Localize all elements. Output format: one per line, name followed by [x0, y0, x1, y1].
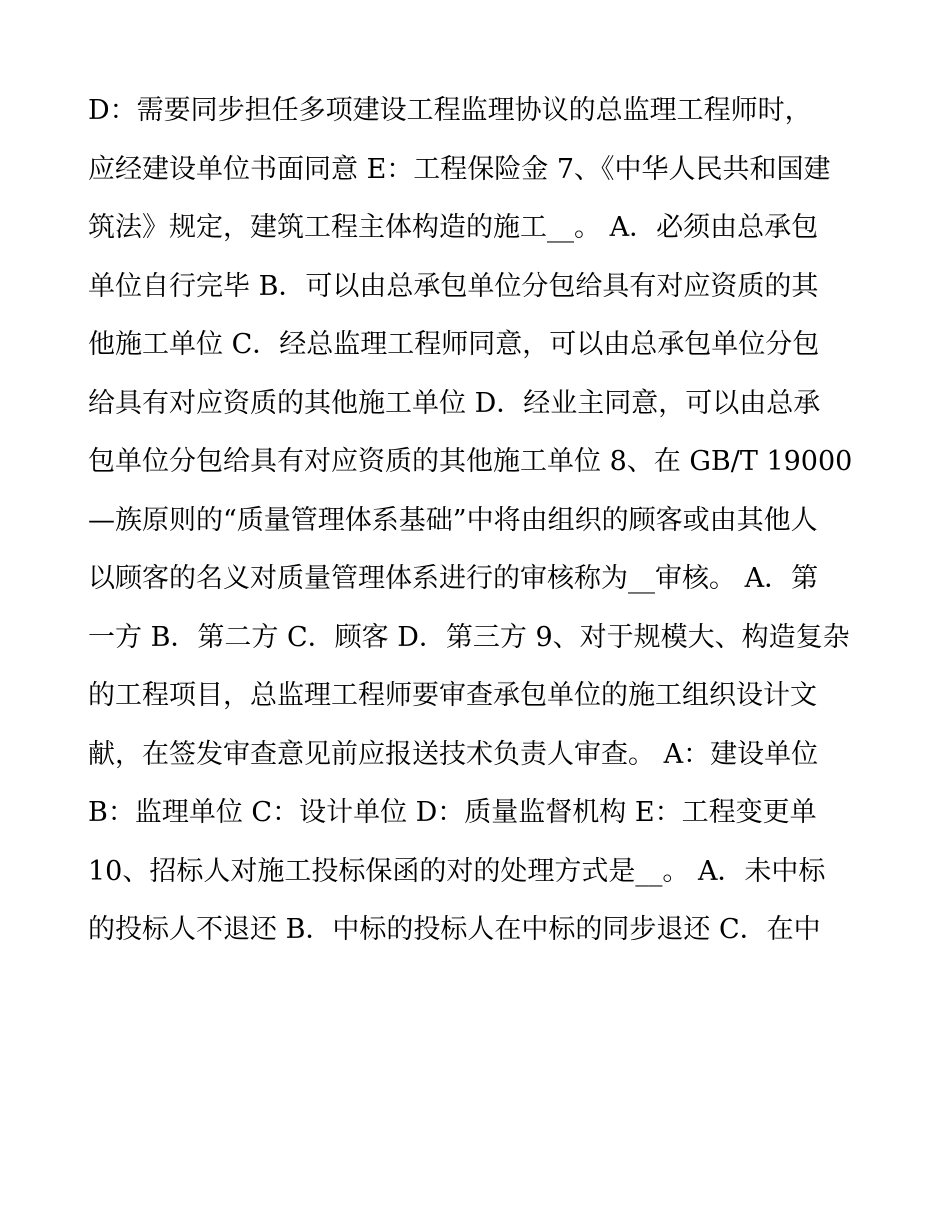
text-line: 包单位分包给具有对应资质的其他施工单位 8、在 GB/T 19000 — [88, 446, 853, 477]
text-line: 单位自行完毕 B．可以由总承包单位分包给具有对应资质的其 — [88, 270, 819, 302]
text-line: 的工程项目，总监理工程师要审查承包单位的施工组织设计文 — [88, 680, 817, 711]
text-line: 的投标人不退还 B．中标的投标人在中标的同步退还 C．在中 — [88, 914, 821, 945]
text-line: 给具有对应资质的其他施工单位 D．经业主同意，可以由总承 — [88, 387, 821, 419]
text-line: 他施工单位 C．经总监理工程师同意，可以由总承包单位分包 — [88, 329, 820, 360]
text-line: 筑法》规定，建筑工程主体构造的施工__。 A．必须由总承包 — [88, 212, 819, 243]
text-line: 应经建设单位书面同意 E：工程保险金 7、《中华人民共和国建 — [88, 153, 831, 185]
text-line: D：需要同步担任多项建设工程监理协议的总监理工程师时， — [88, 95, 812, 126]
text-line: 一方 B．第二方 C．顾客 D．第三方 9、对于规模大、构造复杂 — [88, 621, 850, 653]
text-line: 以顾客的名义对质量管理体系进行的审核称为__审核。 A．第 — [88, 563, 819, 594]
document-body — [88, 82, 878, 960]
text-line: —族原则的“质量管理体系基础”中将由组织的顾客或由其他人 — [88, 504, 818, 536]
text-line: B：监理单位 C：设计单位 D：质量监督机构 E：工程变更单 — [88, 797, 817, 828]
text-line: 10、招标人对施工投标保函的对的处理方式是__。 A．未中标 — [88, 855, 826, 887]
text-line: 献，在签发审查意见前应报送技术负责人审查。 A：建设单位 — [88, 738, 819, 770]
